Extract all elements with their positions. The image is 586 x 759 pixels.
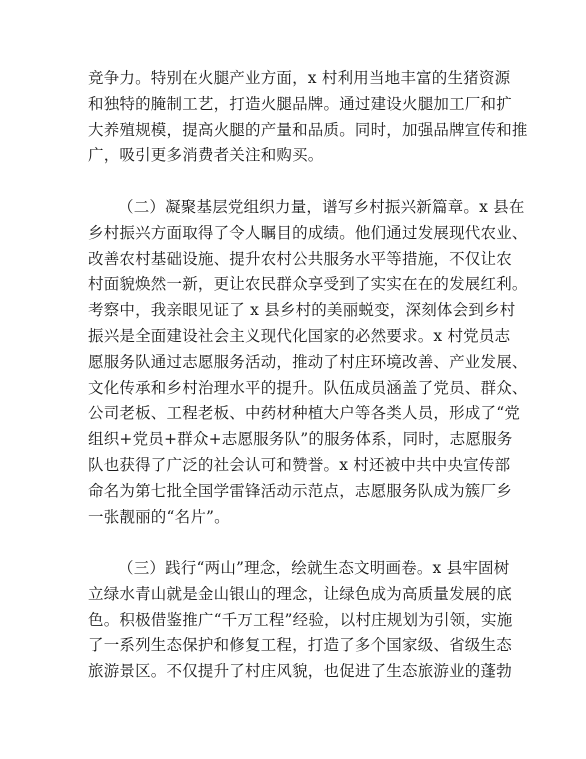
text-line: 大养殖规模，提高火腿的产量和品质。同时，加强品牌宣传和推	[88, 120, 528, 139]
text-line: 改善农村基础设施、提升农村公共服务水平等措施，不仅让农	[88, 249, 512, 268]
text-line: 乡村振兴方面取得了令人瞩目的成绩。他们通过发展现代农业、	[88, 223, 528, 242]
text-line: 竞争力。特别在火腿产业方面，x 村利用当地丰富的生猪资源	[88, 69, 511, 87]
text-line: 命名为第七批全国学雷锋活动示范点，志愿服务队成为簇厂乡	[88, 481, 512, 500]
text-line: 旅游景区。不仅提升了村庄风貌，也促进了生态旅游业的蓬勃	[88, 662, 512, 681]
text-line: 愿服务队通过志愿服务活动，推动了村庄环境改善、产业发展、	[88, 352, 528, 371]
text-line: 了一系列生态保护和修复工程，打造了多个国家级、省级生态	[88, 636, 512, 655]
paragraph-industry	[88, 66, 528, 169]
text-line: 和独特的腌制工艺，打造火腿品牌。通过建设火腿加工厂和扩	[88, 94, 512, 113]
text-line: 立绿水青山就是金山银山的理念，让绿色成为高质量发展的底	[88, 584, 512, 603]
text-line: 一张靓丽的“名片”。	[88, 507, 230, 526]
text-line: 文化传承和乡村治理水平的提升。队伍成员涵盖了党员、群众、	[88, 378, 528, 397]
text-line: （三）践行“两山”理念，绘就生态文明画卷。x 县牢固树	[118, 559, 510, 577]
text-line: 村面貌焕然一新，更让农民群众享受到了实实在在的发展红利。	[88, 275, 528, 294]
text-line: 公司老板、工程老板、中药材种植大户等各类人员，形成了“党	[88, 404, 521, 423]
text-line: 队也获得了广泛的社会认可和赞誉。x 村还被中共中央宣传部	[88, 455, 511, 474]
text-line: 振兴是全面建设社会主义现代化国家的必然要求。x 村党员志	[88, 326, 511, 345]
text-line: 广，吸引更多消费者关注和购买。	[88, 146, 324, 165]
text-line: （二）凝聚基层党组织力量，谱写乡村振兴新篇章。x 县在	[118, 198, 525, 216]
text-line: 组织+党员+群众+志愿服务队”的服务体系，同时，志愿服务	[88, 430, 513, 449]
paragraph-party-organization	[88, 195, 528, 530]
text-line: 考察中，我亲眼见证了 x 县乡村的美丽蜕变，深刻体会到乡村	[88, 301, 516, 320]
text-line: 色。积极借鉴推广“千万工程”经验，以村庄规划为引领，实施	[88, 610, 513, 629]
paragraph-ecology	[88, 556, 513, 685]
